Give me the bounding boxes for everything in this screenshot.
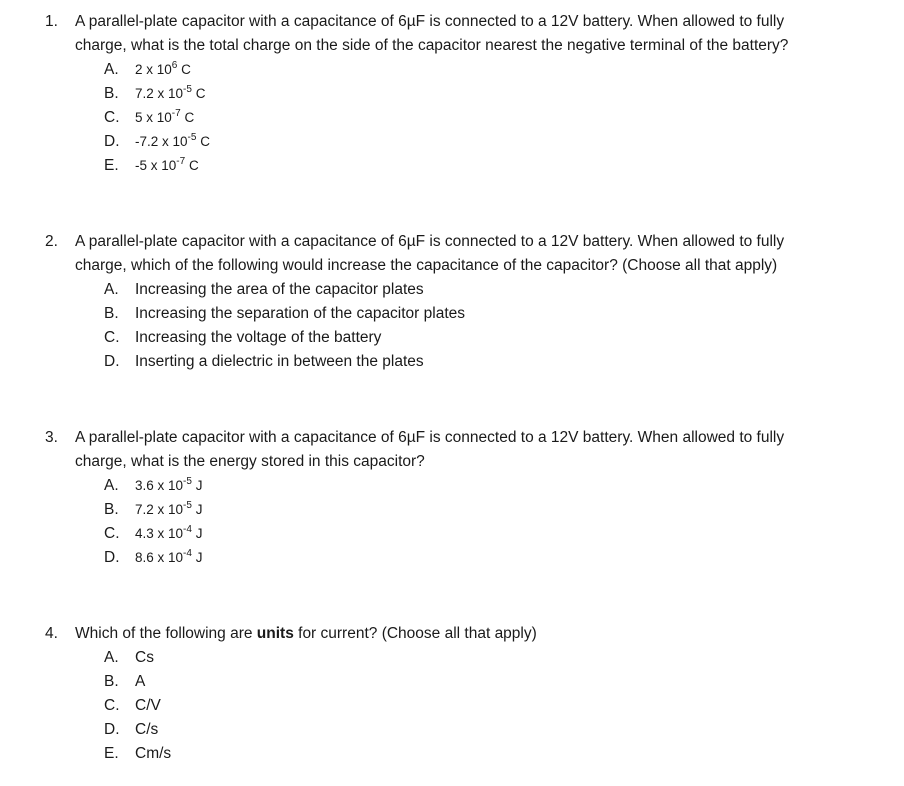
option-letter: A. — [104, 61, 119, 78]
question-number: 3. — [45, 429, 58, 446]
question-4 — [0, 622, 904, 766]
question-text-line-2: charge, which of the following would increase the capacitance of the capacitor? (Choose all that apply) — [75, 257, 778, 274]
option-value: 8.6 x $10^{-4}$ J — [135, 548, 203, 565]
option-b — [0, 670, 904, 694]
option-text: A — [135, 673, 146, 690]
option-letter: A. — [104, 477, 119, 494]
option-d — [0, 350, 904, 374]
option-letter: B. — [104, 85, 119, 102]
option-text: Increasing the area of the capacitor plates — [135, 281, 424, 298]
question-text-line-1: A parallel-plate capacitor with a capacitance of 6µF is connected to a 12V battery. When allowed to fully — [75, 233, 785, 250]
option-c — [0, 694, 904, 718]
option-value: 7.2 x $10^{-5}$ J — [135, 500, 203, 517]
question-1 — [0, 10, 904, 178]
option-a — [0, 646, 904, 670]
option-letter: D. — [104, 133, 120, 150]
question-text-line-2: charge, what is the total charge on the side of the capacitor nearest the negative terminal of the battery? — [75, 37, 789, 54]
option-letter: E. — [104, 745, 119, 762]
question-number: 4. — [45, 625, 58, 642]
option-value: 2 x $10^6$ C — [135, 60, 191, 77]
option-c — [0, 326, 904, 350]
option-text: Cm/s — [135, 745, 172, 762]
option-e — [0, 154, 904, 178]
emphasis-units: units — [256, 625, 294, 642]
option-text: Increasing the separation of the capacitor plates — [135, 305, 466, 322]
option-b — [0, 498, 904, 522]
option-text: Cs — [135, 649, 154, 666]
question-number: 1. — [45, 13, 58, 30]
question-2 — [0, 230, 904, 374]
option-b — [0, 302, 904, 326]
option-d — [0, 130, 904, 154]
option-letter: B. — [104, 673, 119, 690]
option-d — [0, 546, 904, 570]
option-letter: C. — [104, 109, 120, 126]
option-value: 3.6 x $10^{-5}$ J — [135, 476, 203, 493]
option-text: C/s — [135, 721, 159, 738]
option-e — [0, 742, 904, 766]
option-letter: E. — [104, 157, 119, 174]
option-value: -7.2 x $10^{-5}$ C — [135, 132, 210, 149]
option-d — [0, 718, 904, 742]
option-letter: D. — [104, 353, 120, 370]
option-value: -5 x $10^{-7}$ C — [135, 156, 199, 173]
option-b — [0, 82, 904, 106]
option-letter: C. — [104, 697, 120, 714]
option-value: 4.3 x $10^{-4}$ J — [135, 524, 203, 541]
option-letter: B. — [104, 305, 119, 322]
question-text: Which of the following are units for current? (Choose all that apply) — [75, 625, 537, 642]
option-c — [0, 106, 904, 130]
option-letter: D. — [104, 721, 120, 738]
question-text-line-1: A parallel-plate capacitor with a capacitance of 6µF is connected to a 12V battery. When allowed to fully — [75, 429, 785, 446]
option-letter: C. — [104, 329, 120, 346]
option-text: Increasing the voltage of the battery — [135, 329, 382, 346]
option-text: Inserting a dielectric in between the plates — [135, 353, 424, 370]
option-value: 5 x $10^{-7}$ C — [135, 108, 195, 125]
question-text-line-1: A parallel-plate capacitor with a capacitance of 6µF is connected to a 12V battery. When allowed to fully — [75, 13, 785, 30]
option-a — [0, 58, 904, 82]
option-text: C/V — [135, 697, 161, 714]
option-letter: A. — [104, 281, 119, 298]
option-a — [0, 278, 904, 302]
option-a — [0, 474, 904, 498]
option-c — [0, 522, 904, 546]
option-value: 7.2 x $10^{-5}$ C — [135, 84, 206, 101]
option-letter: D. — [104, 549, 120, 566]
option-letter: C. — [104, 525, 120, 542]
question-text-line-2: charge, what is the energy stored in this capacitor? — [75, 453, 425, 470]
option-letter: B. — [104, 501, 119, 518]
option-letter: A. — [104, 649, 119, 666]
question-number: 2. — [45, 233, 58, 250]
question-3 — [0, 426, 904, 570]
